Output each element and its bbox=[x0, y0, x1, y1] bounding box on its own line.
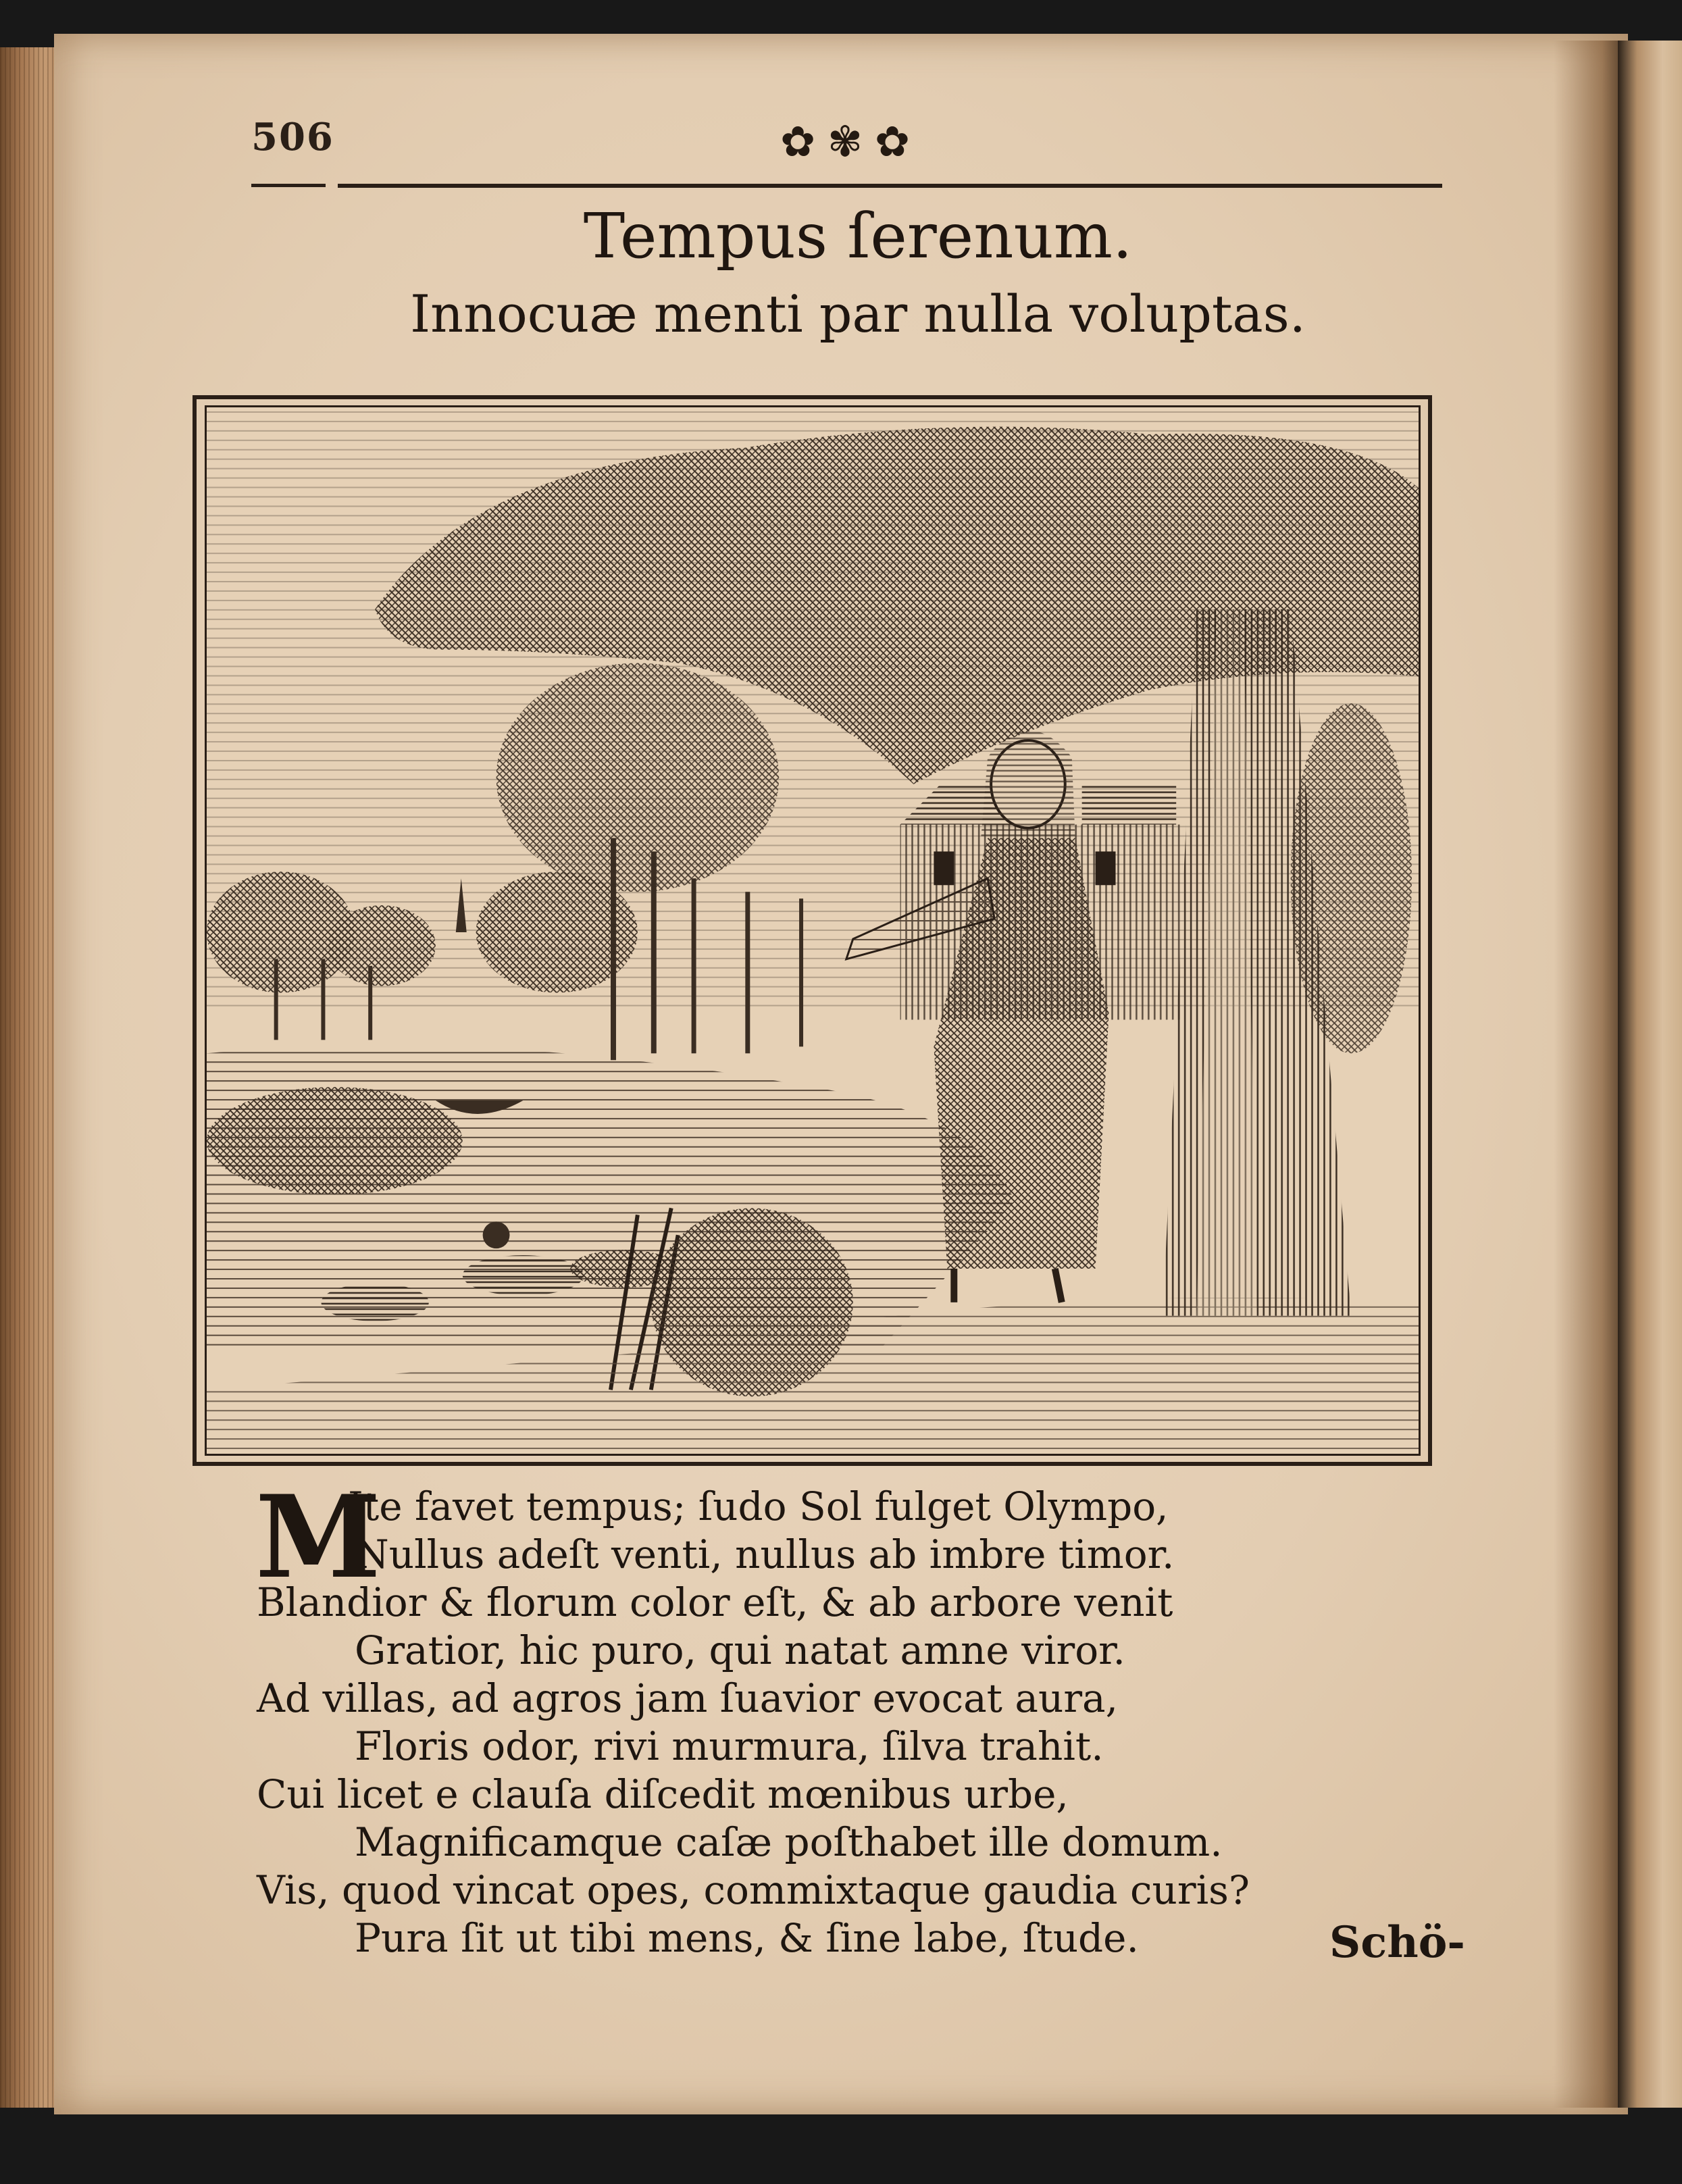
poem-line: Nullus adeſt venti, nullus ab imbre timor. bbox=[355, 1531, 1175, 1577]
engraving-svg bbox=[207, 407, 1419, 1454]
page-number-underline bbox=[251, 184, 326, 187]
poem-line: Ite favet tempus; ſudo Sol fulget Olympo, bbox=[348, 1483, 1169, 1529]
header-rule bbox=[338, 184, 1442, 188]
poem bbox=[255, 1470, 1405, 1962]
header-ornament: ✿✾✿ bbox=[780, 117, 922, 166]
catchword: Schö- bbox=[1329, 1917, 1465, 1968]
motto: Innocuæ menti par nulla voluptas. bbox=[410, 284, 1306, 344]
poem-line: Floris odor, rivi murmura, ſilva trahit. bbox=[355, 1723, 1104, 1769]
page-title: Tempus ſerenum. bbox=[583, 200, 1133, 272]
poem-line: Gratior, hic puro, qui natat amne viror. bbox=[355, 1627, 1125, 1673]
page-number: 506 bbox=[251, 115, 334, 159]
poem-line: Ad villas, ad agros jam ſuavior evocat aura, bbox=[257, 1675, 1119, 1721]
poem-line: Vis, quod vincat opes, commixtaque gaudia curis? bbox=[257, 1867, 1250, 1913]
poem-line: Magnificamque caſæ poſthabet ille domum. bbox=[355, 1819, 1223, 1865]
facing-page-edge bbox=[1618, 41, 1682, 2108]
riverbank bbox=[207, 1087, 463, 1194]
poem-line: Cui licet e clauſa diſcedit mœnibus urbe, bbox=[257, 1771, 1069, 1817]
poem-line: Blandior & florum color eſt, & ab arbore venit bbox=[257, 1579, 1173, 1625]
engraving-illustration bbox=[205, 405, 1421, 1456]
drop-cap: M bbox=[255, 1470, 381, 1604]
poem-line: Pura ſit ut tibi mens, & ſine labe, ſtude. bbox=[355, 1915, 1139, 1961]
